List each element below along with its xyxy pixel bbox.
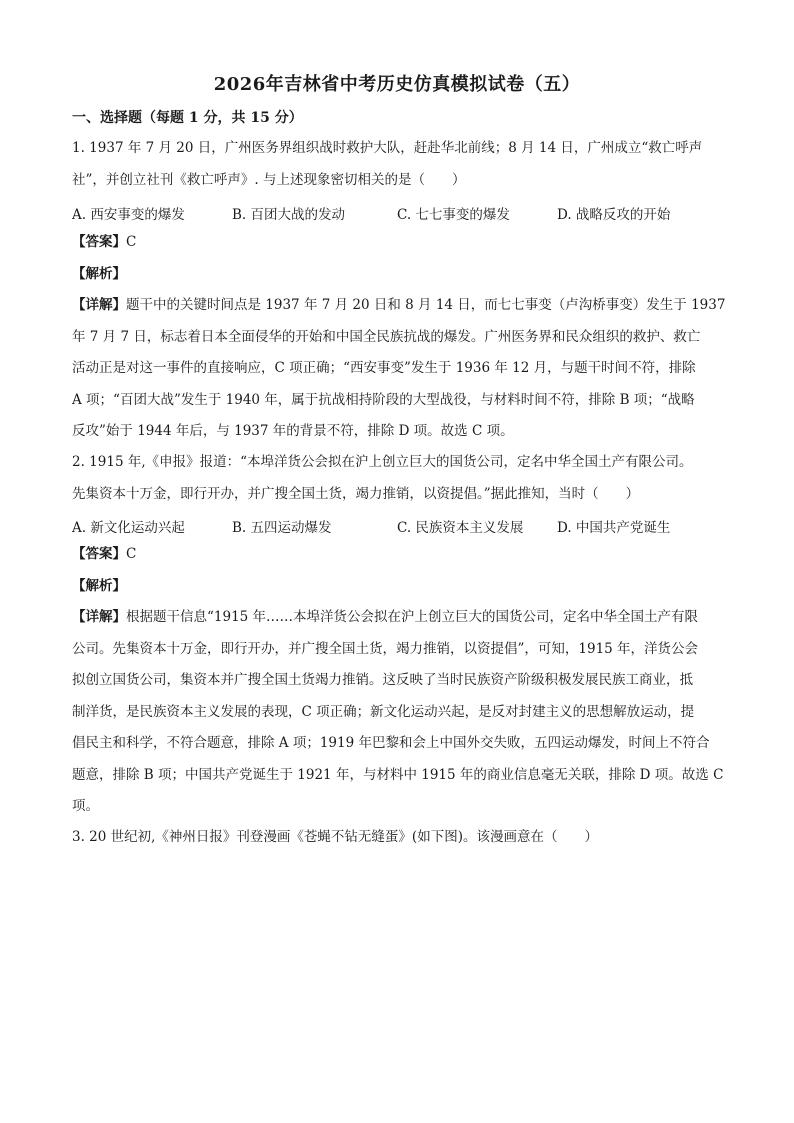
question-3-stem-line: 3. 20 世纪初,《神州日报》刊登漫画《苍蝇不钻无缝蛋》(如下图)。该漫画意在（ ） — [72, 829, 598, 845]
question-3-stem — [72, 822, 722, 854]
option-d: D. 中国共产党诞生 — [557, 520, 671, 536]
detail-tag: 【详解】 — [72, 297, 126, 313]
question-2-stem — [72, 447, 722, 510]
answer-value: C — [126, 546, 137, 562]
option-b: B. 百团大战的发动 — [232, 207, 346, 223]
answer-tag: 【答案】 — [72, 234, 126, 250]
detail-line: 年 7 月 7 日，标志着日本全面侵华的开始和中国全民族抗战的爆发。广州医务界和民众组织的救护、救亡 — [72, 328, 701, 345]
detail-line: 拟创立国货公司，集资本并广搜全国土货竭力推销。这反映了当时民族资产阶级积极发展民族工商业，抵 — [72, 672, 693, 688]
detail-text: 根据题干信息“1915 年……本埠洋货公会拟在沪上创立巨大的国货公司，定名中华全国土产有限 — [126, 609, 699, 625]
answer-value: C — [126, 234, 137, 250]
detail-line: 项。 — [72, 798, 99, 814]
answer-line — [72, 227, 722, 259]
question-2-stem-line: 2. 1915 年,《申报》报道：“本埠洋货公会拟在沪上创立巨大的国货公司，定名中华全国土产有限公司。 — [72, 454, 693, 470]
detail-line: 题意，排除 B 项；中国共产党诞生于 1921 年，与材料中 1915 年的商业信息毫无关联，排除 D 项。故选 C — [72, 766, 724, 783]
detail-tag: 【详解】 — [72, 609, 126, 625]
option-d: D. 战略反攻的开始 — [557, 207, 671, 223]
detail-line — [72, 602, 722, 634]
detail-line — [72, 290, 726, 322]
option-a: A. 西安事变的爆发 — [72, 207, 185, 223]
question-1-stem — [72, 133, 722, 196]
detail-line: 倡民主和科学，不符合题意，排除 A 项；1919 年巴黎和会上中国外交失败，五四运动爆发，时间上不符合 — [72, 735, 710, 751]
answer-line — [72, 539, 722, 571]
detail-line: 公司。先集资本十万金，即行开办，并广搜全国土货，竭力推销，以资提倡”，可知，1915 年，洋货公会 — [72, 640, 699, 657]
question-1-stem-line: 1. 1937 年 7 月 20 日，广州医务界组织战时救护大队，赶赴华北前线；8 月 14 日，广州成立“救亡呼声 — [72, 140, 703, 156]
question-2-stem-line: 先集资本十万金，即行开办，并广搜全国土货，竭力推销，以资提倡。”据此推知，当时（ ） — [72, 485, 640, 502]
section-heading: 一、选择题（每题 1 分，共 15 分） — [72, 110, 303, 126]
question-2-answer-block — [72, 539, 722, 823]
question-1-stem-line: 社”，并创立社刊《救亡呼声》. 与上述现象密切相关的是（ ） — [72, 171, 466, 188]
option-c: C. 民族资本主义发展 — [397, 520, 524, 536]
detail-line: A 项；“百团大战”发生于 1940 年，属于抗战相持阶段的大型战役，与材料时间不符，排除 B 项；“战略 — [72, 391, 695, 408]
option-c: C. 七七事变的爆发 — [397, 207, 510, 223]
detail-line: 制洋货，是民族资本主义发展的表现，C 项正确；新文化运动兴起，是反对封建主义的思想解放运动，提 — [72, 703, 695, 720]
page-title: 2026年吉林省中考历史仿真模拟试卷（五） — [213, 74, 581, 95]
answer-tag: 【答案】 — [72, 546, 126, 562]
detail-line: 活动正是对这一事件的直接响应，C 项正确；“西安事变”发生于 1936 年 12 月，与题干时间不符，排除 — [72, 360, 696, 376]
analysis-tag: 【解析】 — [72, 265, 126, 282]
question-1-answer-block — [72, 227, 726, 448]
option-a: A. 新文化运动兴起 — [72, 520, 185, 536]
detail-text: 题干中的关键时间点是 1937 年 7 月 20 日和 8 月 14 日，而七七事变（卢沟桥事变）发生于 1937 — [126, 297, 726, 313]
analysis-tag: 【解析】 — [72, 577, 126, 594]
detail-line: 反攻”始于 1944 年后，与 1937 年的背景不符，排除 D 项。故选 C 项。 — [72, 423, 514, 439]
option-b: B. 五四运动爆发 — [232, 520, 332, 536]
